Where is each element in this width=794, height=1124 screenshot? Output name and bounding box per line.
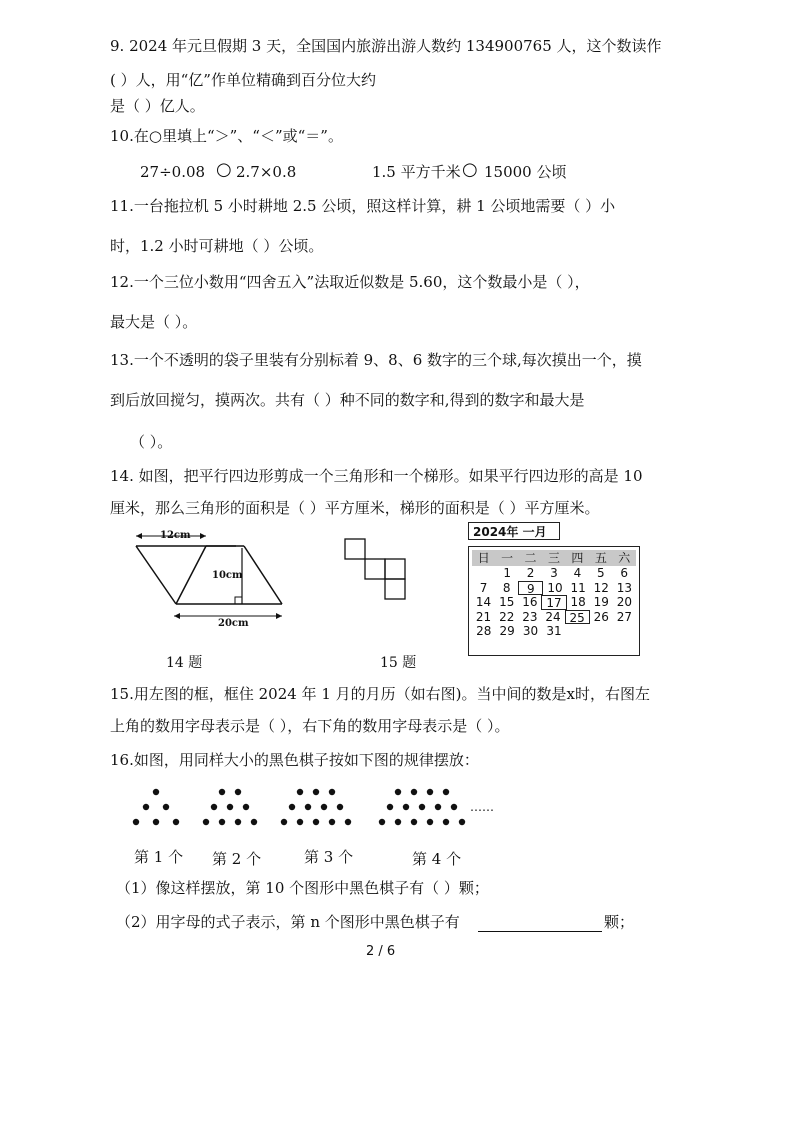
page-number: 2 / 6 [366,944,396,959]
weekday-label: 二 [524,551,537,565]
weekday-label: 一 [501,551,514,565]
calendar-day: 22 [499,609,515,624]
calendar-day: 27 [616,609,633,624]
q16-sub1: （1）像这样摆放，第 10 个图形中黑色棋子有（ ）颗； [116,879,489,897]
q15-line1: 15.用左图的框，框住 2024 年 1 月的月历（如右图)。当中间的数是x时，右图左 [110,685,650,703]
fig14-height-label: 10cm [212,570,243,581]
calendar-day-framed: 17 [541,595,566,610]
calendar-day: 12 [593,580,609,595]
fig14-top-label: 12cm [160,530,191,541]
weekday-label: 六 [618,551,631,565]
q9-line1: 9. 2024 年元旦假期 3 天，全国国内旅游出游人数约 134900765 人，这个数读作 [110,37,662,55]
q16-answer-blank [478,931,602,932]
pattern-label-3: 第 3 个 [304,848,354,866]
calendar-week-row [472,624,636,639]
q10-expr1-right: 2.7×0.8 [236,163,297,181]
parallelogram-figure [126,528,296,638]
calendar-day: 15 [499,595,515,609]
calendar-day: 23 [522,609,538,624]
weekday-label: 日 [477,551,490,565]
pattern-ellipsis: …… [470,800,494,814]
calendar-day: 5 [597,566,605,580]
calendar-day: 14 [475,595,492,609]
q9-line2: ( ）人，用“亿”作单位精确到百分位大约 [110,71,376,89]
q16-sub2-end: 颗； [604,913,635,931]
fig14-bottom-label: 20cm [218,618,249,629]
q9-line3: 是（ ）亿人。 [110,97,205,115]
calendar [468,522,640,656]
q10-expr2-right: 15000 公顷 [484,163,567,181]
q12-line1: 12.一个三位小数用“四舍五入”法取近似数是 5.60，这个数最小是（ ）， [110,273,590,291]
calendar-day: 1 [503,566,511,580]
calendar-day: 8 [502,580,511,595]
calendar-day [566,624,589,639]
calendar-day-framed: 9 [518,581,543,596]
calendar-day: 6 [620,566,629,580]
pattern-label-2: 第 2 个 [212,850,262,868]
dot-pattern-figure [128,782,508,832]
q13-line1: 13.一个不透明的袋子里装有分别标着 9、8、6 数字的三个球,每次摸出一个，摸 [110,351,642,369]
q13-line2: 到后放回搅匀，摸两次。共有（ ）种不同的数字和,得到的数字和最大是 [110,391,585,409]
q14-line1: 14. 如图，把平行四边形剪成一个三角形和一个梯形。如果平行四边形的高是 10 [110,467,643,485]
calendar-week-row [472,595,636,610]
calendar-day [589,624,612,639]
calendar-grid [468,546,640,656]
weekday-label: 三 [547,551,560,565]
calendar-day: 26 [593,609,609,624]
q14-line2: 厘米，那么三角形的面积是（ ）平方厘米，梯形的面积是（ ）平方厘米。 [110,499,600,517]
pattern-label-4: 第 4 个 [412,850,462,868]
q10-circle2: ○ [462,159,478,180]
q12-line2: 最大是（ ）。 [110,313,198,331]
calendar-day: 10 [547,580,563,595]
calendar-day: 18 [570,595,586,609]
calendar-day: 2 [526,566,535,580]
q10-line1: 10.在○里填上“＞”、“＜”或“＝”。 [110,127,343,145]
calendar-day: 19 [593,595,609,609]
fig14-caption: 14 题 [166,655,203,671]
weekday-label: 五 [594,551,607,565]
q13-line3: （ ）。 [130,433,173,451]
calendar-week-row [472,581,636,596]
calendar-day: 16 [522,595,538,609]
q11-line2: 时，1.2 小时可耕地（ ）公顷。 [110,237,324,255]
q10-expr2-left: 1.5 平方千米 [372,163,461,181]
calendar-day: 4 [573,566,582,580]
staircase-squares-figure [344,538,426,608]
calendar-day [472,566,495,581]
q16-line1: 16.如图，用同样大小的黑色棋子按如下图的规律摆放： [110,751,479,769]
calendar-day: 31 [546,624,562,638]
fig15-caption: 15 题 [380,655,417,671]
calendar-day: 24 [545,609,561,624]
calendar-day: 13 [616,580,633,595]
calendar-title: 2024年 一月 [468,522,560,540]
pattern-label-1: 第 1 个 [134,848,184,866]
calendar-day-framed: 25 [565,610,590,625]
q15-line2: 上角的数用字母表示是（ ），右下角的数用字母表示是（ ）。 [110,717,510,735]
q16-sub2: （2）用字母的式子表示，第 n 个图形中黑色棋子有 [116,913,460,931]
weekday-label: 四 [571,551,584,565]
calendar-day [613,624,636,639]
q11-line1: 11.一台拖拉机 5 小时耕地 2.5 公顷，照这样计算，耕 1 公顷地需要（ ）小 [110,197,616,215]
calendar-day: 29 [499,624,515,638]
q10-expr1-left: 27÷0.08 [140,163,206,181]
calendar-weekday-header [472,550,636,566]
calendar-day: 30 [522,624,539,638]
calendar-week-row [472,610,636,625]
calendar-day: 21 [475,609,492,624]
calendar-day: 11 [570,580,586,595]
calendar-day: 20 [616,595,633,609]
calendar-week-row [472,566,636,581]
calendar-day: 28 [476,624,492,638]
calendar-day: 3 [550,566,558,580]
q10-circle1: ○ [216,159,232,180]
calendar-day: 7 [479,580,488,595]
